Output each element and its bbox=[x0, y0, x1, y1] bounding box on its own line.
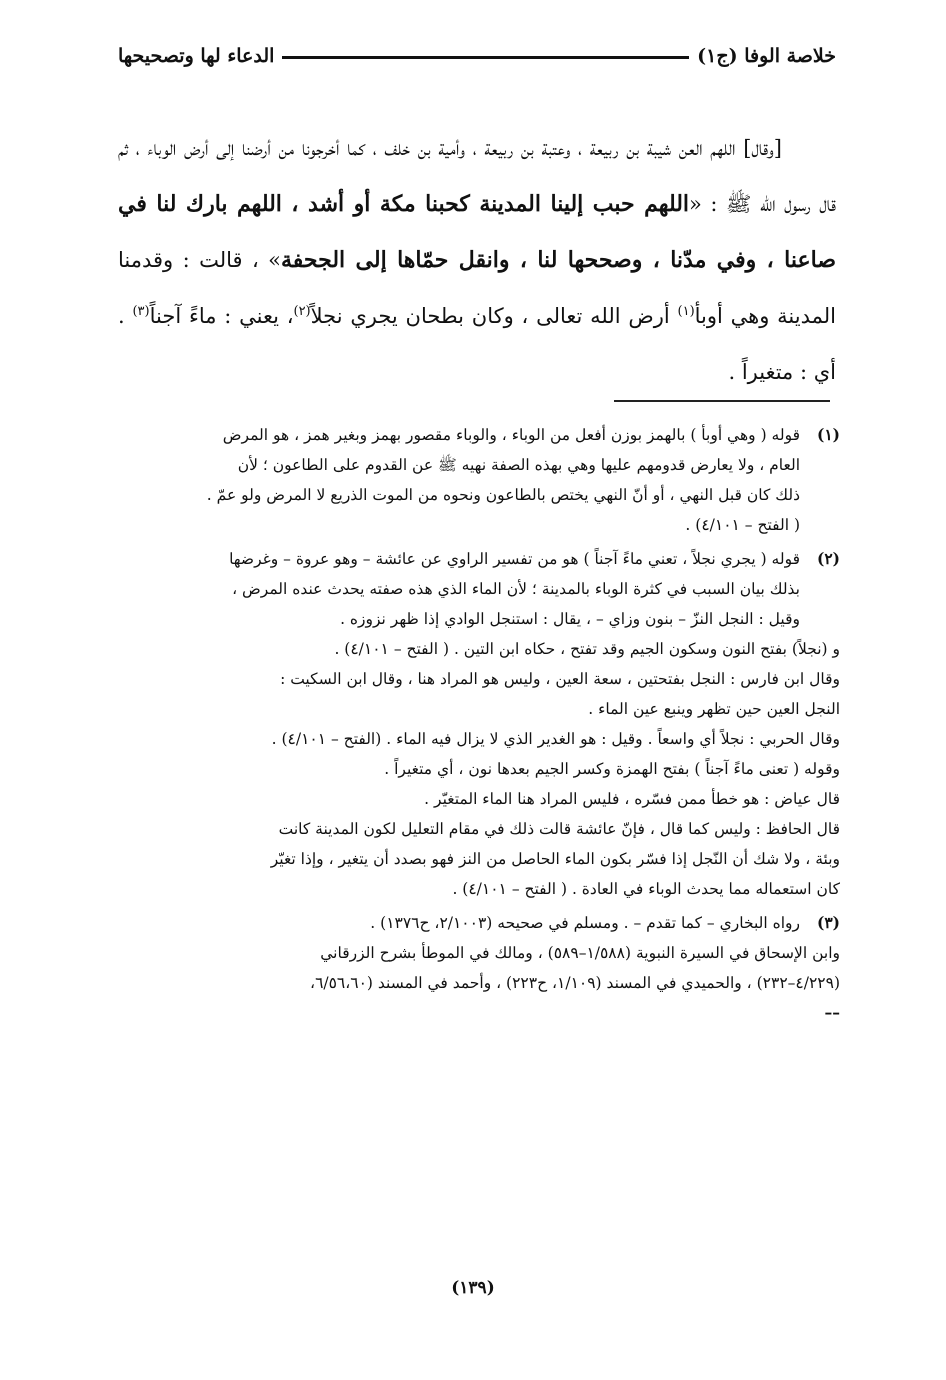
footnote-line: ذلك كان قبل النهي ، أو أنّ النهي يختص بالطاعون ونحوه من الموت الذريع لا المرض ولو عمّ . bbox=[206, 486, 800, 504]
main-paragraph bbox=[118, 120, 836, 400]
running-header bbox=[118, 36, 836, 76]
main-text bbox=[118, 120, 836, 400]
footnote-line: وقال ابن فارس : النجل بفتحتين ، سعة العين ، وليس هو المراد هنا ، وقال ابن السكيت : bbox=[280, 670, 840, 688]
footnote-marker: (١) bbox=[677, 304, 695, 319]
footnote-line: و (نجلاً) بفتح النون وسكون الجيم وقد تفتح ، حكاه ابن التين . ( الفتح – ٤/١٠١) . bbox=[334, 640, 840, 658]
footnote-line: –– bbox=[824, 1003, 840, 1022]
footnote-number: (١) bbox=[816, 425, 840, 444]
footnote-separator bbox=[614, 400, 830, 402]
main-text-part: [وقال] اللهم العن شيبة بن ربيعة ، وعتبة بن ربيعة ، وأمية بن خلف ، كما أخرجونا من أرضنا إلى أرض الوباء ، ثم قال رسول الله ﷺ : « bbox=[118, 136, 836, 216]
footnote-line: قوله ( وهي أوبأ ) بالهمز بوزن أفعل من الوباء ، والوباء مقصور بهمز وبغير همز ، هو المرض bbox=[222, 426, 800, 444]
page-number: (١٣٩) bbox=[451, 1278, 495, 1298]
footnote-marker: (٢) bbox=[293, 304, 311, 319]
footnote-line: كان استعماله مما يحدث الوباء في العادة . ( الفتح – ٤/١٠١) . bbox=[452, 880, 840, 898]
footnote-line: قال عياض : هو خطأ ممن فسّره ، فليس المراد هنا الماء المتغيّر . bbox=[424, 790, 840, 808]
footnote-line: رواه البخاري – كما تقدم – . ومسلم في صحيحه (٢/١٠٠٣، ح١٣٧٦) . bbox=[370, 914, 800, 932]
footnote-1 bbox=[118, 420, 840, 540]
section-title: الدعاء لها وتصحيحها bbox=[118, 45, 275, 67]
footnote-line: العام ، ولا يعارض قدومهم عليها وهي بهذه الصفة نهيه ﷺ عن القدوم على الطاعون ؛ لأن bbox=[237, 456, 800, 474]
main-text-part: » ، قالت : وقدمنا المدينة وهي أوبأ bbox=[118, 248, 836, 328]
footnote-line: بذلك بيان السبب في كثرة الوباء بالمدينة ؛ لأن الماء الذي هذه صفته يحدث عنده المرض ، bbox=[232, 580, 800, 598]
main-text-part: ، يعني : ماءً آجناً bbox=[149, 304, 294, 328]
footnote-line: قال الحافظ : وليس كما قال ، فإنّ عائشة قالت ذلك في مقام التعليل لكون المدينة كانت bbox=[278, 820, 840, 838]
footnote-number: (٢) bbox=[816, 549, 840, 568]
footnote-line: النجل العين حين تظهر وينبع عين الماء . bbox=[588, 700, 840, 718]
footnote-line: وقال الحربي : نجلاً أي واسعاً . وقيل : هو الغدير الذي لا يزال فيه الماء . (الفتح – ٤/١٠١) . bbox=[271, 730, 840, 748]
footnote-2 bbox=[118, 544, 840, 904]
footnote-line: قوله ( يجري نجلاً ، تعني ماءً آجناً ) هو من تفسير الراوي عن عائشة – وهو عروة – وغرضها bbox=[229, 550, 800, 568]
footnote-line: وقوله ( تعنى ماءً آجناً ) بفتح الهمزة وكسر الجيم بعدها نون ، أي متغيراً . bbox=[384, 760, 840, 778]
main-text-part: أرض الله تعالى ، وكان بطحان يجري نجلاً bbox=[310, 304, 678, 328]
footnotes bbox=[118, 420, 840, 1032]
hadith-text: اللهم حبب إلينا المدينة كحبنا مكة أو أشد ، اللهم بارك لنا في صاعنا ، وفي مدّنا ، وصححها لنا ، وانقل حمّاها إلى الجحفة bbox=[118, 191, 837, 273]
footnote-line: وابن الإسحاق في السيرة النبوية (١/٥٨٨–٥٨٩) ، ومالك في الموطأ بشرح الزرقاني bbox=[320, 944, 840, 962]
footnote-number: (٣) bbox=[816, 913, 840, 932]
footnote-3 bbox=[118, 908, 840, 1028]
book-title: خلاصة الوفا (ج١) bbox=[697, 45, 836, 67]
footnote-line: وبئة ، ولا شك أن النّجل إذا فسّر بكون الماء الحاصل من النز فهو بصدد أن يتغير ، وإذا تغيّر bbox=[270, 850, 840, 868]
main-text-part: . أي : متغيراً . bbox=[118, 304, 836, 384]
footnote-line: ( الفتح – ٤/١٠١) . bbox=[685, 516, 800, 534]
footnote-line: وقيل : النجل النزّ – بنون وزاي – ، يقال : استنجل الوادي إذا ظهر نزوزه . bbox=[340, 610, 800, 628]
footnote-marker: (٣) bbox=[132, 304, 150, 319]
header-rule bbox=[282, 56, 689, 59]
footnote-line: (٤/٢٢٩–٢٣٢) ، والحميدي في المسند (١/١٠٩، ح٢٢٣) ، وأحمد في المسند (٦/٥٦،٦٠، bbox=[310, 974, 840, 992]
